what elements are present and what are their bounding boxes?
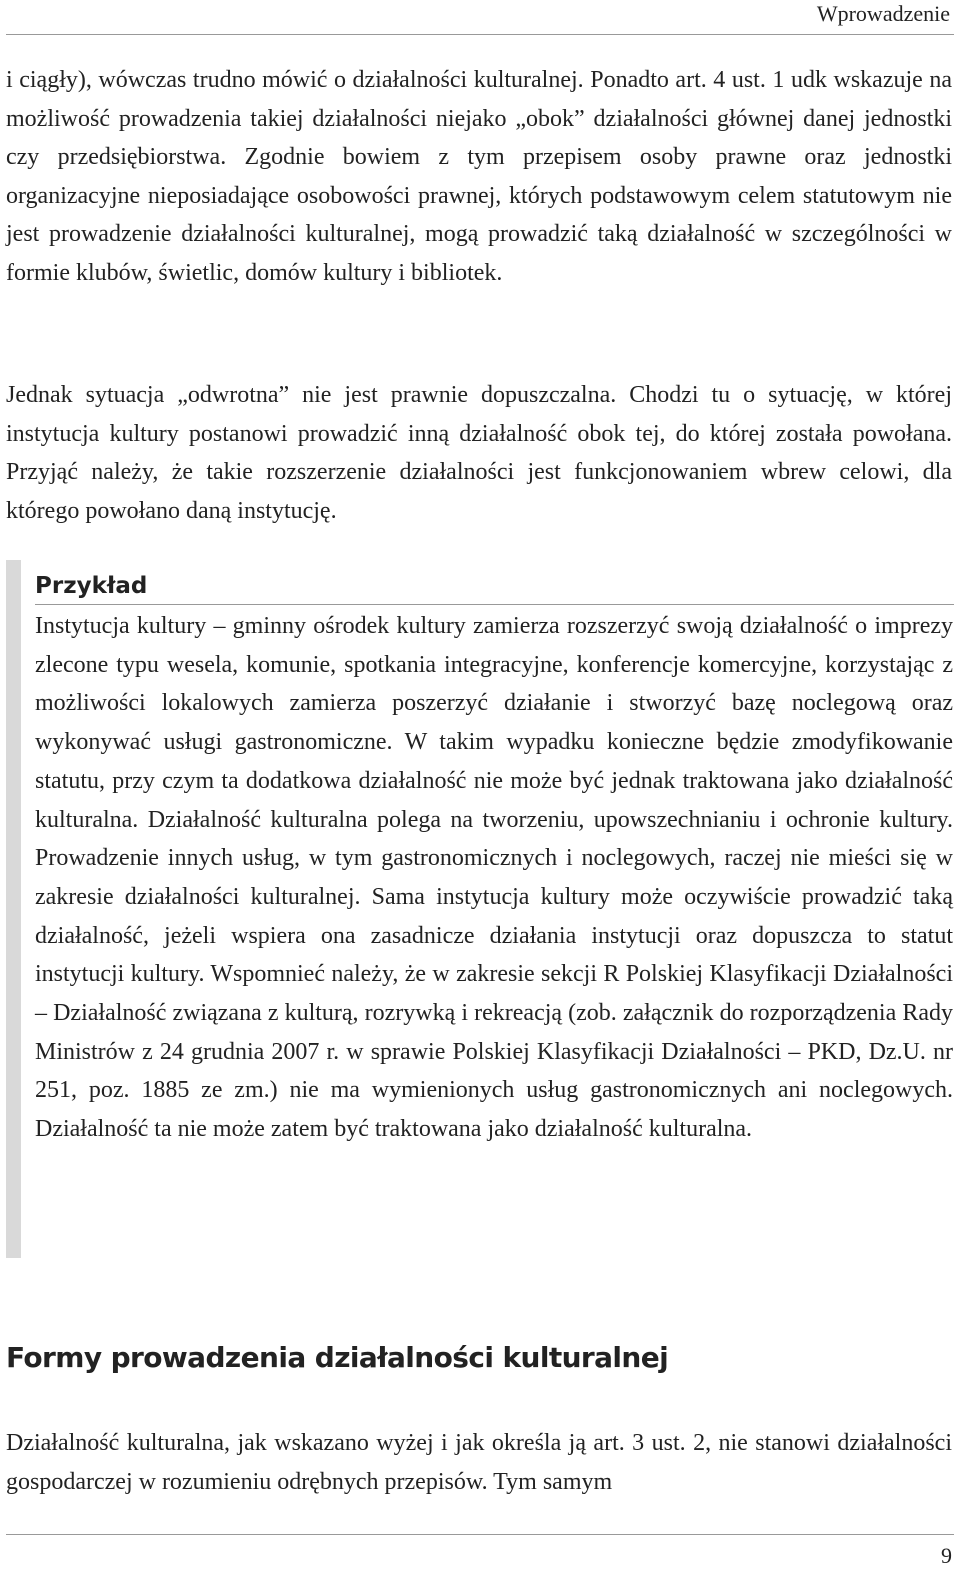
example-body: Instytucja kultury – gminny ośrodek kultury zamierza rozszerzyć swoją działalność o imprezy zlecone typu wesela, komunie, spotkania integracyjne, konferencje komercyjne, korzystając z możliwości lokalowych zamierza poszerzyć działanie i stworzyć bazę noclegową oraz wykonywać usługi gastronomiczne. W takim wypadku konieczne będzie zmodyfikowanie statutu, przy czym ta dodatkowa działalność nie może być jednak traktowana jako działalność kulturalna. Działalność kulturalna polega na tworzeniu, upowszechnianiu i ochronie kultury. Prowadzenie innych usług, w tym gastronomicznych i noclegowych, raczej nie mieści się w zakresie działalności kulturalnej. Sama instytucja kultury może oczywiście prowadzić taką działalność, jeżeli wspiera ona zasadnicze działania instytucji oraz dopuszcza to statut instytucji kultury. Wspomnieć należy, że w zakresie sekcji R Polskiej Klasyfikacji Działalności – Działalność związana z kulturą, rozrywką i rekreacją (zob. załącznik do rozporządzenia Rady Ministrów z 24 grudnia 2007 r. w sprawie Polskiej Klasyfikacji Działalności – PKD, Dz.U. nr 251, poz. 1885 ze zm.) nie ma wymienionych usług gastronomicznych ani noclegowych. Działalność ta nie może zatem być traktowana jako działalność kulturalna. xyxy=(35,613,953,1143)
example-side-bar xyxy=(6,560,21,1258)
running-header xyxy=(6,0,954,35)
body-paragraph: i ciągły), wówczas trudno mówić o działalności kulturalnej. Ponadto art. 4 ust. 1 udk wskazuje na możliwość prowadzenia takiej działalności niejako „obok” działalności głównej danej jednostki czy przedsiębiorstwa. Zgodnie bowiem z tym przepisem osoby prawne oraz jednostki organizacyjne nieposiadające osobowości prawnej, których podstawowym celem statutowym nie jest prowadzenie działalności kulturalnej, mogą prowadzić taką działalność w szczególności w formie klubów, świetlic, domów kultury i bibliotek. xyxy=(6,67,952,286)
section-heading: Formy prowadzenia działalności kulturalnej xyxy=(6,1341,669,1374)
example-box xyxy=(6,560,954,1258)
body-paragraph: Jednak sytuacja „odwrotna” nie jest prawnie dopuszczalna. Chodzi tu o sytuację, w której instytucja kultury postanowi prowadzić inną działalność obok tej, do której została powołana. Przyjąć należy, że takie rozszerzenie działalności jest funkcjonowaniem wbrew celowi, dla którego powołano daną instytucję. xyxy=(6,382,952,524)
footer-rule xyxy=(6,1534,954,1535)
page-number: 9 xyxy=(941,1543,952,1568)
body-paragraph: Działalność kulturalna, jak wskazano wyżej i jak określa ją art. 3 ust. 2, nie stanowi działalności gospodarczej w rozumieniu odrębnych przepisów. Tym samym xyxy=(6,1430,952,1495)
example-title: Przykład xyxy=(35,570,954,605)
running-header-title: Wprowadzenie xyxy=(816,1,950,26)
